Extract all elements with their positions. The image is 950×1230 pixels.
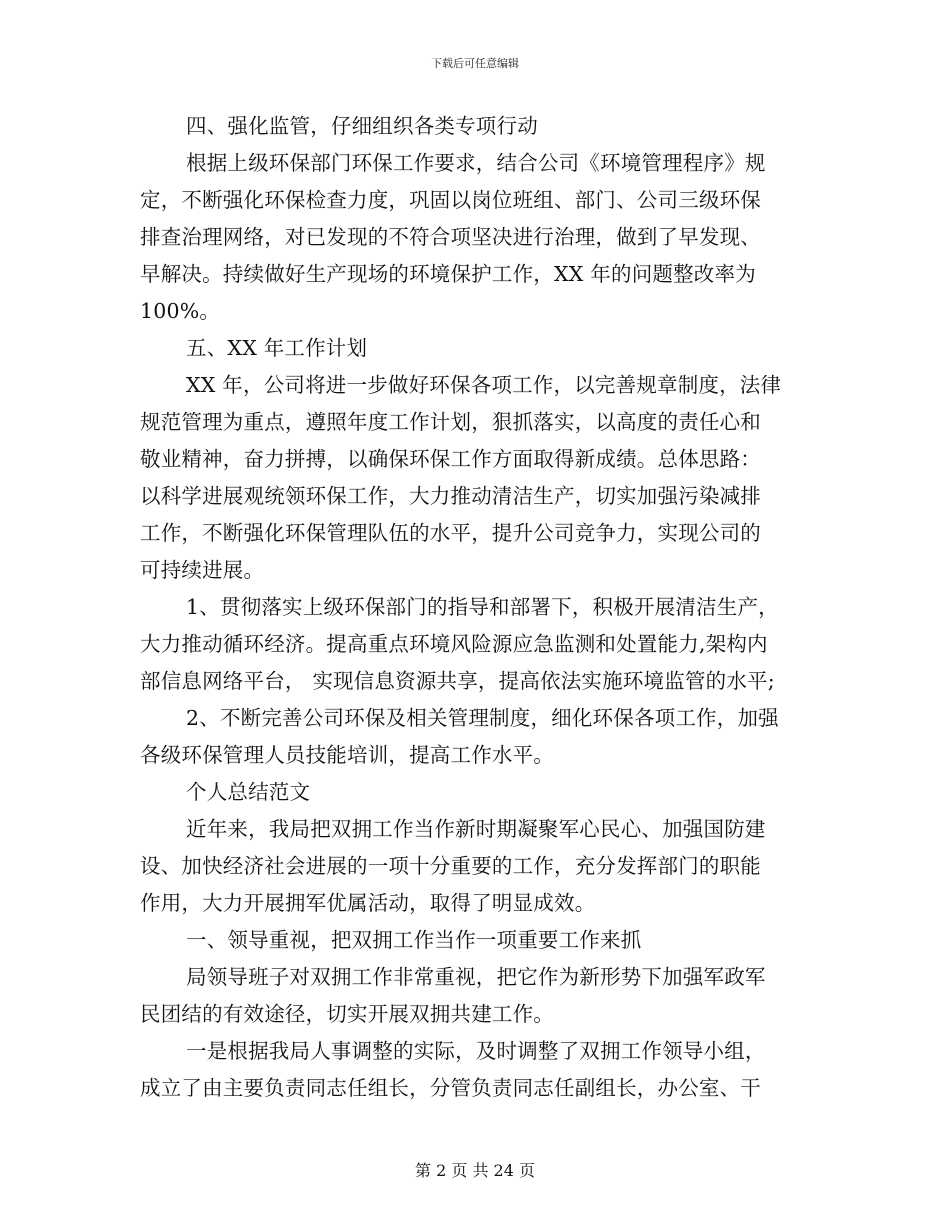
paragraph-line: 敬业精神，奋力拼搏，以确保环保工作方面取得新成绩。总体思路： — [140, 447, 761, 471]
paragraph-line: 作用，大力开展拥军优属活动，取得了明显成效。 — [140, 891, 596, 915]
section-heading: 四、强化监管，仔细组织各类专项行动 — [186, 114, 538, 138]
paragraph-line: 根据上级环保部门环保工作要求，结合公司《环境管理程序》规 — [186, 151, 766, 175]
paragraph-line: 部信息网络平台， 实现信息资源共享，提高依法实施环境监管的水平; — [140, 669, 775, 693]
paragraph-line: 2、不断完善公司环保及相关管理制度，细化环保各项工作，加强 — [186, 706, 779, 730]
paragraph-line: 以科学进展观统领环保工作，大力推动清洁生产，切实加强污染减排 — [140, 484, 761, 508]
paragraph-line: 可持续进展。 — [140, 558, 265, 582]
paragraph-line: 各级环保管理人员技能培训，提高工作水平。 — [140, 743, 554, 767]
section-heading: 五、XX 年工作计划 — [186, 336, 368, 360]
paragraph-line: 工作，不断强化环保管理队伍的水平，提升公司竞争力，实现公司的 — [140, 521, 761, 545]
section-heading: 个人总结范文 — [186, 780, 311, 804]
paragraph-line: 规范管理为重点，遵照年度工作计划，狠抓落实，以高度的责任心和 — [140, 410, 761, 434]
paragraph-line: 设、加快经济社会进展的一项十分重要的工作，充分发挥部门的职能 — [140, 854, 761, 878]
page-number-footer: 第 2 页 共 24 页 — [415, 1161, 535, 1180]
document-body — [140, 108, 810, 1107]
page-header: 下载后可任意编辑 — [431, 57, 519, 70]
paragraph-line: 100%。 — [140, 299, 221, 323]
paragraph-line: 排查治理网络，对已发现的不符合项坚决进行治理，做到了早发现、 — [140, 225, 761, 249]
paragraph-line: 定，不断强化环保检查力度，巩固以岗位班组、部门、公司三级环保 — [140, 188, 761, 212]
paragraph-line: 1、贯彻落实上级环保部门的指导和部署下，积极开展清洁生产， — [186, 595, 779, 619]
paragraph-line: 成立了由主要负责同志任组长，分管负责同志任副组长，办公室、干 — [140, 1076, 761, 1100]
paragraph-line: 民团结的有效途径，切实开展双拥共建工作。 — [140, 1002, 554, 1026]
section-heading: 一、领导重视，把双拥工作当作一项重要工作来抓 — [186, 928, 642, 952]
paragraph-line: 一是根据我局人事调整的实际，及时调整了双拥工作领导小组， — [186, 1039, 766, 1063]
paragraph-line: 近年来，我局把双拥工作当作新时期凝聚军心民心、加强国防建 — [186, 817, 766, 841]
paragraph-line: XX 年，公司将进一步做好环保各项工作，以完善规章制度，法律 — [186, 373, 782, 397]
paragraph-line: 局领导班子对双拥工作非常重视，把它作为新形势下加强军政军 — [186, 965, 766, 989]
paragraph-line: 早解决。持续做好生产现场的环境保护工作，XX 年的问题整改率为 — [140, 262, 756, 286]
paragraph-line: 大力推动循环经济。提高重点环境风险源应急监测和处置能力,架构内 — [140, 632, 768, 656]
